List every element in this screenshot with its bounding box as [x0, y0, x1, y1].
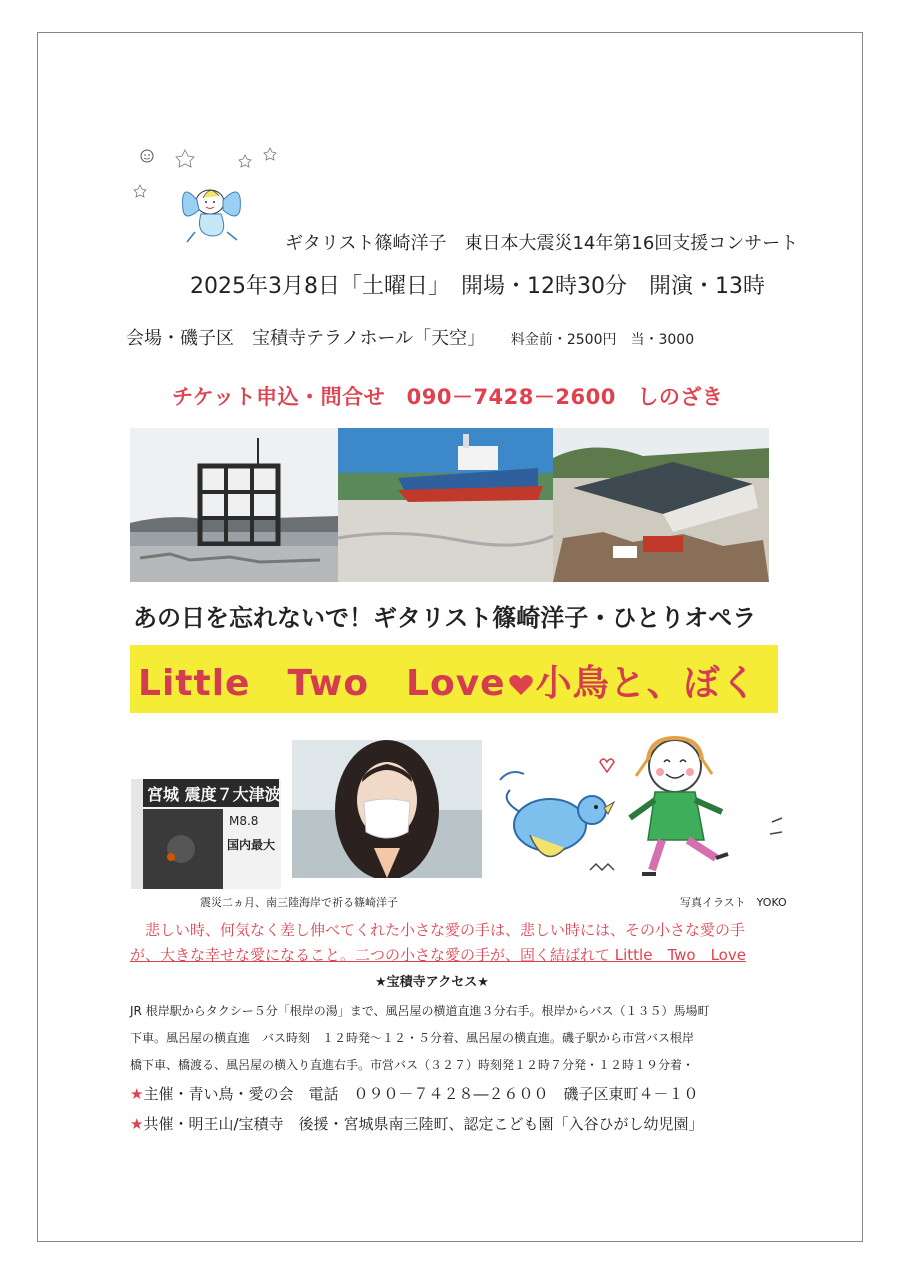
angel-sketch-illustration	[125, 140, 285, 250]
venue: 会場・磯子区 宝積寺テラノホール「天空」	[126, 328, 486, 349]
illustration-credit: 写真イラスト YOKO	[680, 896, 787, 909]
banner-title	[138, 655, 758, 706]
banner-title-right: 小鳥と、ぼく	[535, 663, 758, 704]
access-directions	[130, 998, 780, 1079]
stranded-ship-photo	[338, 428, 553, 582]
cohost-line	[130, 1113, 704, 1134]
host-line	[130, 1083, 698, 1104]
collapsed-house-photo	[553, 428, 769, 582]
star-icon: ★	[130, 1085, 144, 1103]
ticket-contact: チケット申込・問合せ 090－7428－2600 しのざき	[172, 385, 724, 409]
newspaper-magnitude: M8.8	[229, 814, 259, 828]
venue-price-line	[126, 324, 694, 350]
ruined-building-photo	[130, 428, 338, 582]
message-line-2: が、大きな幸せな愛になること。二つの小さな愛の手が、固く結ばれて Little Two Love	[130, 946, 746, 964]
bird-and-child-illustration	[490, 730, 810, 890]
event-date: 2025年3月8日「土曜日」 開場・12時30分 開演・13時	[190, 274, 765, 299]
access-line-1: JR 根岸駅からタクシー５分「根岸の湯」まで、風呂屋の横道直進３分右手。根岸からバス（１３５）馬場町	[130, 1004, 710, 1018]
newspaper-subhead: 国内最大	[227, 838, 276, 852]
title-banner	[130, 645, 778, 713]
access-line-2: 下車。風呂屋の横直進 バス時刻 １２時発～１２・５分着、風呂屋の横直進。磯子駅から市営バス根岸	[130, 1031, 695, 1045]
message-line-1: 悲しい時、何気なく差し伸べてくれた小さな愛の手は、悲しい時には、その小さな愛の手	[130, 921, 746, 939]
event-title: ギタリスト篠崎洋子 東日本大震災14年第16回支援コンサート	[285, 233, 799, 254]
heart-icon	[508, 673, 534, 697]
love-message	[130, 918, 780, 968]
portrait-caption: 震災二ヵ月、南三陸海岸で祈る篠崎洋子	[200, 896, 398, 909]
cohost-text: 共催・明王山/宝積寺 後援・宮城県南三陸町、認定こども園「入谷ひがし幼児園」	[143, 1115, 704, 1133]
price: 料金前・2500円 当・3000	[510, 332, 695, 348]
access-title: ★宝積寺アクセス★	[375, 975, 489, 990]
newspaper-clipping	[131, 779, 281, 889]
banner-title-left: Little Two Love	[138, 663, 506, 704]
star-icon: ★	[130, 1115, 144, 1133]
host-text: 主催・青い鳥・愛の会 電話 ０９０－７４２８―２６００ 磯子区東町４－１０	[143, 1085, 699, 1103]
praying-portrait-photo	[292, 740, 482, 878]
newspaper-headline: 宮城 震度７大津波	[147, 785, 281, 804]
access-line-3: 橋下車、橋渡る、風呂屋の横入り直進右手。市営バス（３２７）時刻発１２時７分発・１２時１９分着・	[130, 1058, 695, 1072]
disaster-photos	[130, 428, 769, 582]
opera-subtitle: あの日を忘れないで！ギタリスト篠崎洋子・ひとりオペラ	[133, 604, 757, 632]
